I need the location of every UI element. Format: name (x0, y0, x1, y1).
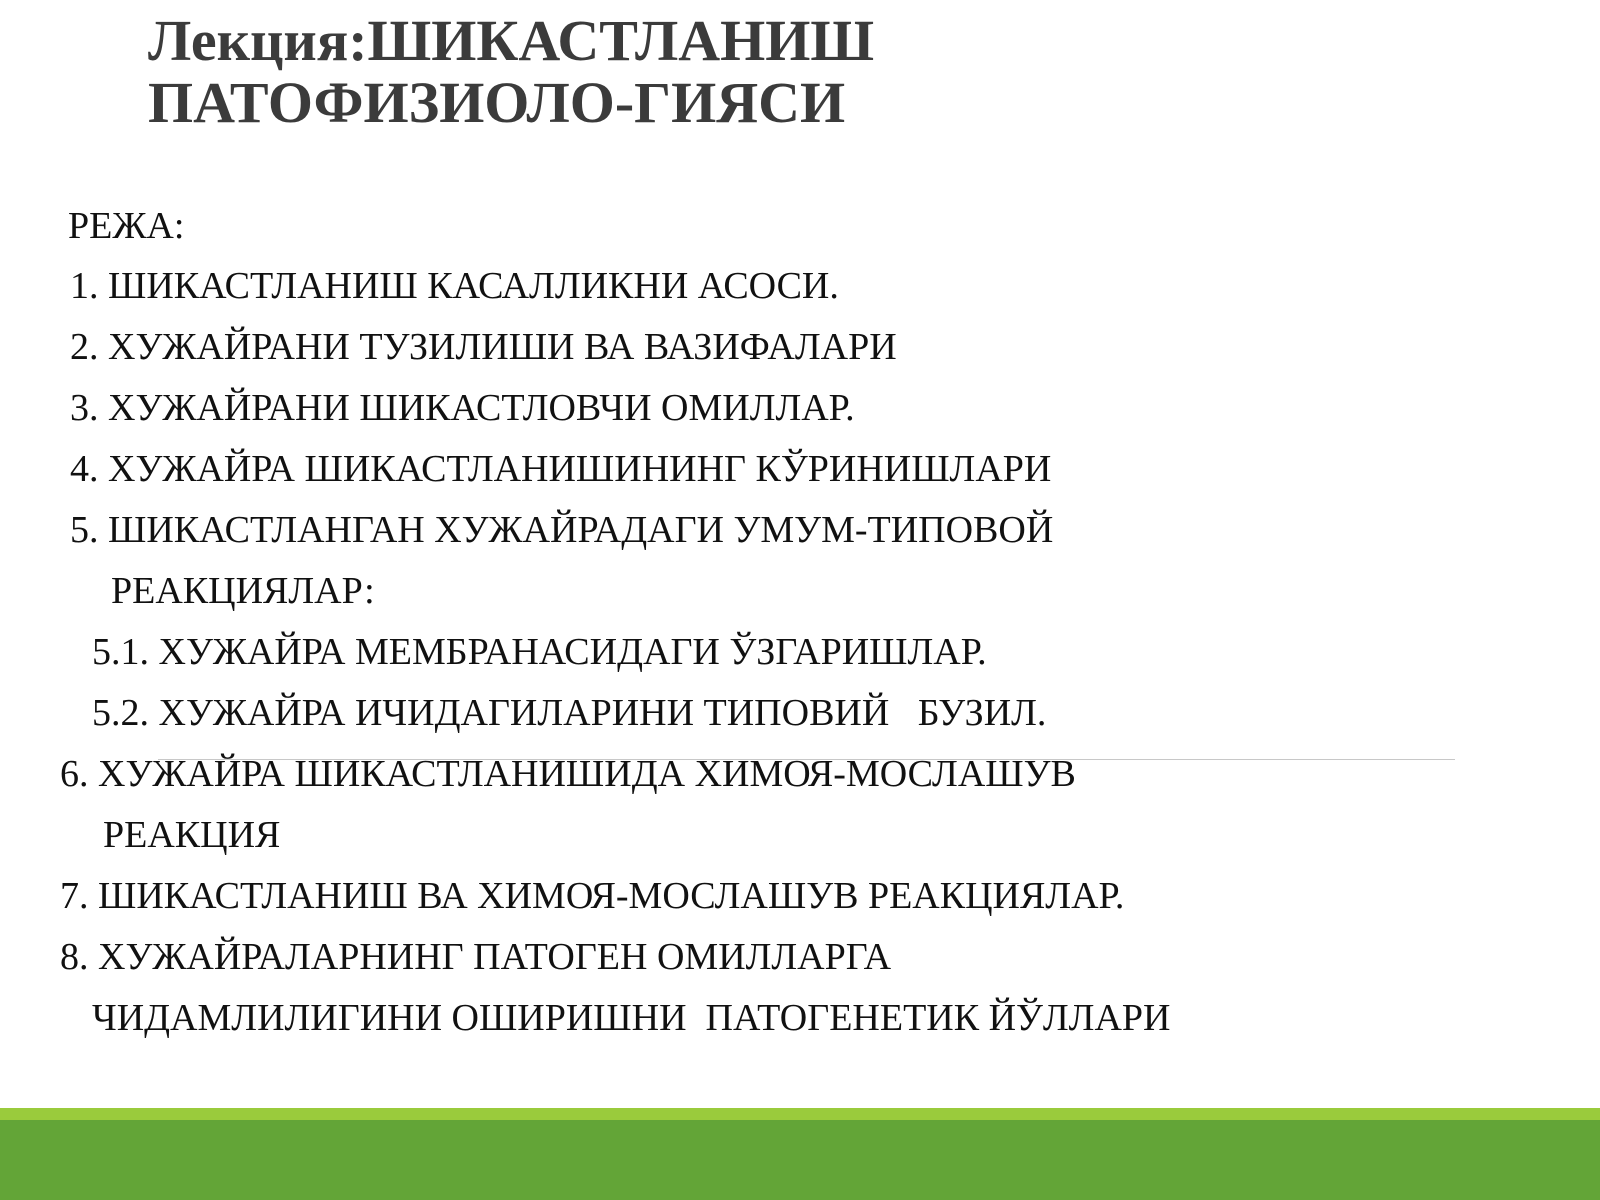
slide-title-line-1: Лекция:ШИКАСТЛАНИШ (148, 8, 875, 73)
plan-item-8: 8. ХУЖАЙРАЛАРНИНГ ПАТОГЕН ОМИЛЛАРГА (60, 936, 892, 978)
plan-item-6-continued: РЕАКЦИЯ (103, 814, 281, 856)
plan-item-5: 5. ШИКАСТЛАНГАН ХУЖАЙРАДАГИ УМУМ-ТИПОВОЙ (70, 509, 1054, 551)
plan-item-2: 2. ХУЖАЙРАНИ ТУЗИЛИШИ ВА ВАЗИФАЛАРИ (70, 326, 897, 368)
footer-bar (0, 1120, 1600, 1200)
slide-title (148, 10, 874, 134)
plan-item-6: 6. ХУЖАЙРА ШИКАСТЛАНИШИДА ХИМОЯ-МОСЛАШУВ (60, 753, 1076, 795)
plan-item-1: 1. ШИКАСТЛАНИШ КАСАЛЛИКНИ АСОСИ. (70, 265, 839, 307)
plan-item-8-continued: ЧИДАМЛИЛИГИНИ ОШИРИШНИ ПАТОГЕНЕТИК ЙЎЛЛАРИ (92, 997, 1171, 1039)
plan-heading: РЕЖА: (68, 205, 185, 247)
plan-item-5-continued: РЕАКЦИЯЛАР: (111, 570, 375, 612)
plan-item-4: 4. ХУЖАЙРА ШИКАСТЛАНИШИНИНГ КЎРИНИШЛАРИ (70, 448, 1052, 490)
plan-item-3: 3. ХУЖАЙРАНИ ШИКАСТЛОВЧИ ОМИЛЛАР. (70, 387, 855, 429)
plan-item-7: 7. ШИКАСТЛАНИШ ВА ХИМОЯ-МОСЛАШУВ РЕАКЦИЯЛАР. (60, 875, 1125, 917)
plan-subitem-5-2: 5.2. ХУЖАЙРА ИЧИДАГИЛАРИНИ ТИПОВИЙ БУЗИЛ. (92, 692, 1047, 734)
slide-title-line-2: ПАТОФИЗИОЛО-ГИЯСИ (148, 70, 846, 135)
plan-subitem-5-1: 5.1. ХУЖАЙРА МЕМБРАНАСИДАГИ ЎЗГАРИШЛАР. (92, 631, 987, 673)
footer-accent-stripe (0, 1108, 1600, 1120)
